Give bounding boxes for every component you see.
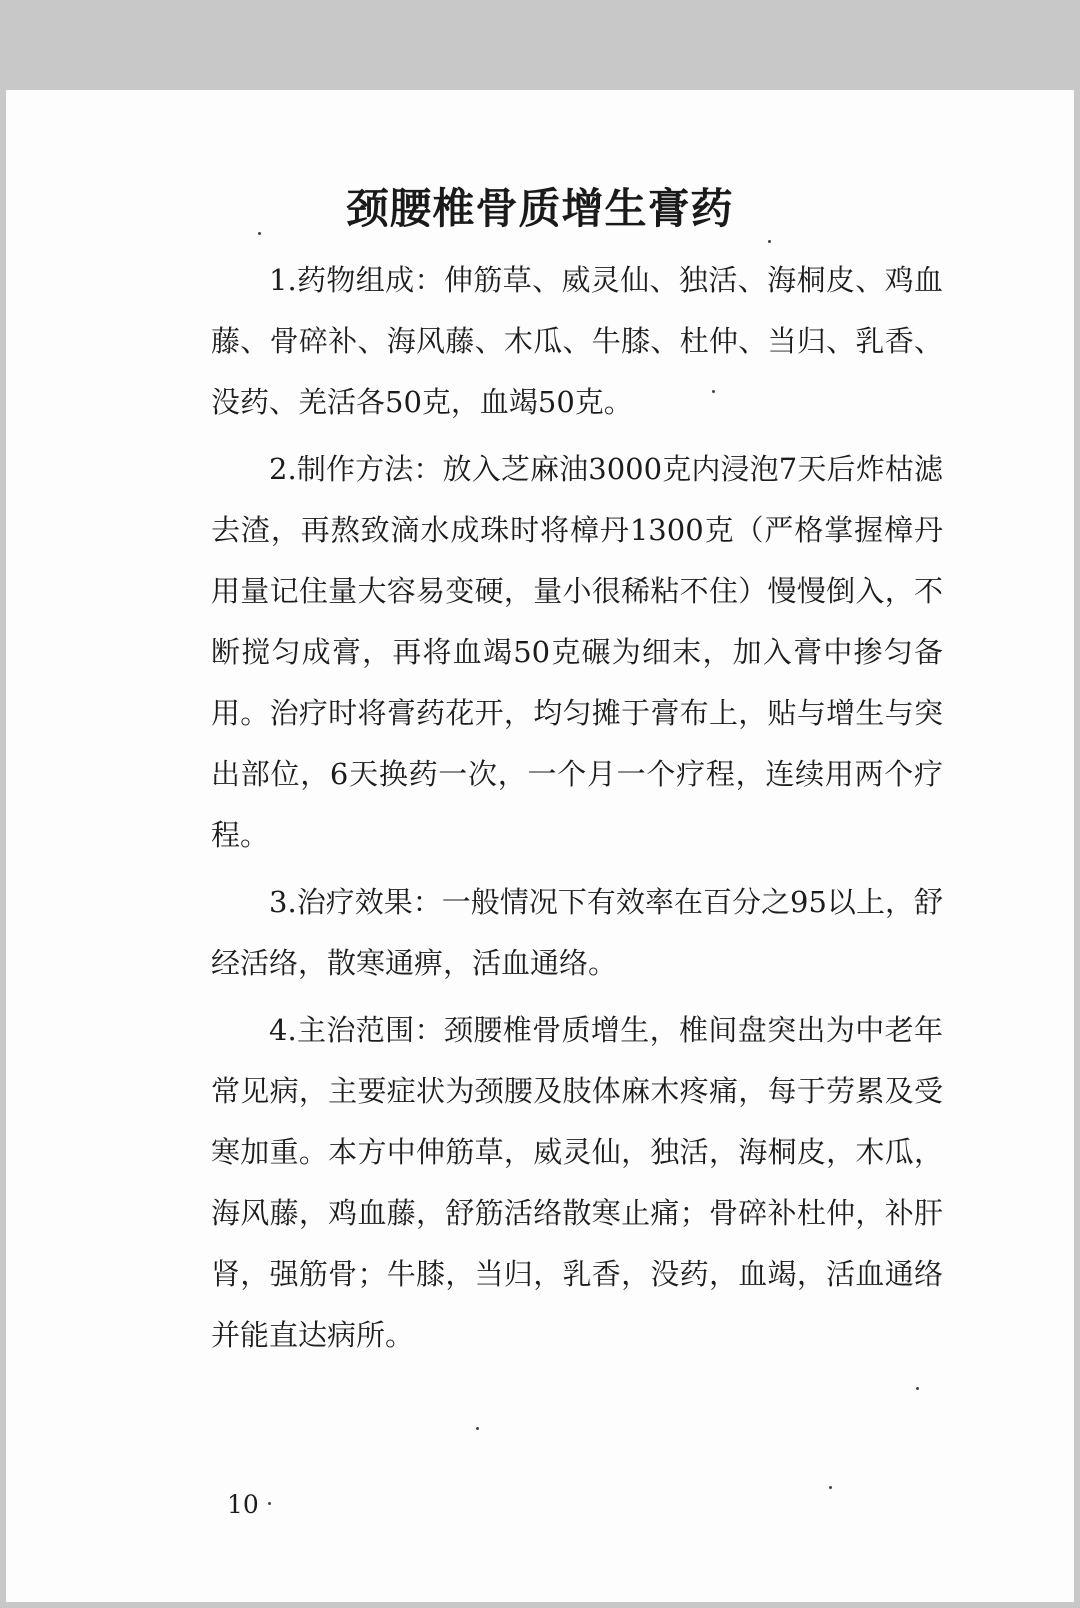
scanned-page bbox=[6, 90, 1074, 1602]
scan-speck bbox=[916, 1387, 919, 1390]
paragraph-preparation: 2.制作方法：放入芝麻油3000克内浸泡7天后炸枯滤去渣，再熬致滴水成珠时将樟丹1300克（严格掌握樟丹用量记住量大容易变硬，量小很稀粘不住）慢慢倒入，不断搅匀成膏，再将血竭50克碾为细末，加入膏中掺匀备用。治疗时将膏药花开，均匀摊于膏布上，贴与增生与突出部位，6天换药一次，一个月一个疗程，连续用两个疗程。 bbox=[211, 452, 943, 852]
page-title: 颈腰椎骨质增生膏药 bbox=[346, 184, 734, 233]
scan-speck bbox=[268, 1502, 271, 1505]
scan-speck bbox=[829, 1486, 832, 1489]
scan-speck bbox=[768, 240, 771, 243]
paragraph-efficacy: 3.治疗效果：一般情况下有效率在百分之95以上，舒经活络，散寒通痹，活血通络。 bbox=[211, 885, 943, 980]
body-text bbox=[211, 250, 943, 1372]
scan-speck bbox=[476, 1427, 479, 1430]
page-number: 10 bbox=[227, 1490, 259, 1519]
scan-speck bbox=[258, 232, 261, 235]
scan-speck bbox=[712, 390, 715, 393]
paragraph-composition: 1.药物组成：伸筋草、威灵仙、独活、海桐皮、鸡血藤、骨碎补、海风藤、木瓜、牛膝、杜仲、当归、乳香、没药、羌活各50克，血竭50克。 bbox=[211, 263, 943, 419]
paragraph-indications: 4.主治范围：颈腰椎骨质增生，椎间盘突出为中老年常见病，主要症状为颈腰及肢体麻木疼痛，每于劳累及受寒加重。本方中伸筋草，威灵仙，独活，海桐皮，木瓜，海风藤，鸡血藤，舒筋活络散寒止痛；骨碎补杜仲，补肝肾，强筋骨；牛膝，当归，乳香，没药，血竭，活血通络并能直达病所。 bbox=[211, 1013, 943, 1352]
